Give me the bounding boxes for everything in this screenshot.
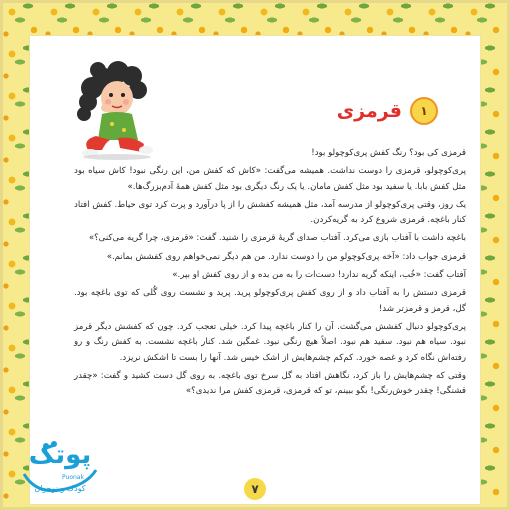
page-number-badge: ۷: [244, 478, 266, 500]
paragraph: قرمزی دستش را به آفتاب داد و از روی کفش پری‌کوچولو پرید. پرید و نشست روی گُلی که توی باغچه بود. گل، قرمز و قرمزتر شد!: [74, 288, 466, 314]
logo-brand: Puonak: [62, 474, 84, 481]
publisher-logo: [16, 434, 104, 504]
paragraph: پری‌کوچولو، قرمزی را دوست نداشت. همیشه می‌گفت: «کاش که کفش من، این رنگی نبود! کاش سیاه بود مثل کفش بابا. یا سفید بود مثل کفش مامان. یا یک رنگ دیگری بود مثل کفش همهٔ آدم‌بزرگ‌ها.»: [74, 166, 466, 192]
paragraph: قرمزی جواب داد: «آخه پری‌کوچولو من را دوست ندارد. من هم دیگر نمی‌خواهم روی کفشش بمانم.»: [106, 251, 466, 262]
chapter-number-badge: ۱: [410, 97, 438, 125]
paragraph: وقتی که چشم‌هایش را باز کرد، نگاهش افتاد به گل سرخ توی باغچه. به روی گل دست کشید و گفت: «چقدر قشنگی! چقدر خوش‌رنگی! بگو ببینم، تو که قرمزی، قرمزی کفش مرا ندیدی؟»: [74, 370, 466, 397]
chapter-heading: [337, 96, 438, 126]
girl-illustration: [62, 50, 172, 160]
chapter-title: قرمزی: [336, 100, 402, 122]
paragraph: قرمزی کی بود؟ رنگ کفش پری‌کوچولو بود!: [311, 148, 466, 158]
paragraph: باغچه داشت با آفتاب بازی می‌کرد. آفتاب صدای گریهٔ قرمزی را شنید. گفت: «قرمزی، چرا گریه می‌کنی؟»: [88, 233, 466, 244]
logo-subtitle: کودک و نوجوان: [34, 484, 86, 493]
paragraph: یک روز، وقتی پری‌کوچولو از مدرسه آمد، مثل همیشه کفشش را از پا درآورد و پرت کرد توی حیاط. کفش افتاد کنار باغچه. قرمزی شروع کرد به گریه‌کردن.: [74, 199, 466, 226]
paragraph: آفتاب گفت: «خُب، اینکه گریه ندارد! دست‌ات را به من بده و از روی کفش او بپر.»: [172, 270, 466, 281]
story-text: [74, 146, 466, 402]
paragraph: پری‌کوچولو دنبال کفشش می‌گشت. آن را کنار باغچه پیدا کرد. خیلی تعجب کرد. چون که کفشش دیگر قرمز نبود. سیاه هم نبود. سفید هم نبود. اصلاً هیچ رنگی نبود. غمگین شد. کنار باغچه نشست. به کفش رنگ و رو رفته‌اش نگاه کرد و غصه خورد. کم‌کم چشم‌هایش از اشک خیس شد. آنها را بست تا اشکش نریزد.: [74, 321, 466, 363]
logo-text: پوتک: [28, 440, 92, 470]
